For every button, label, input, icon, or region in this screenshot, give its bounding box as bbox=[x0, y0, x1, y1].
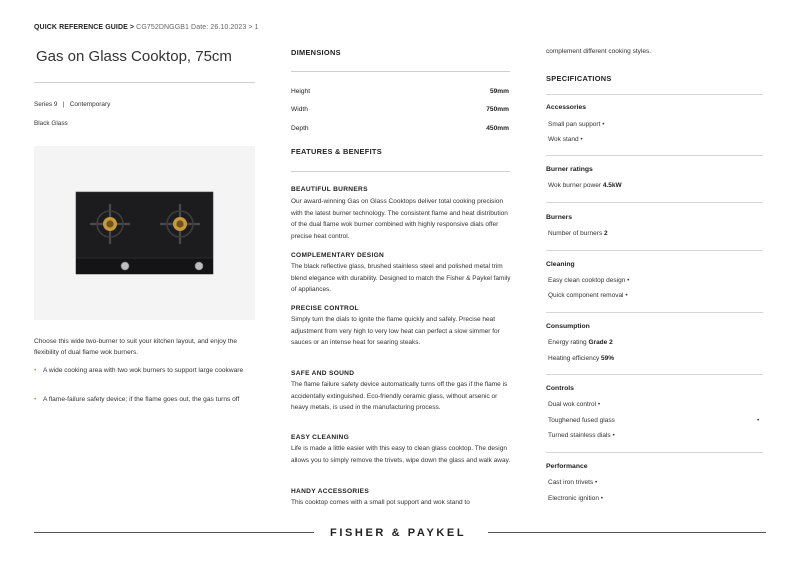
bullet-icon: • bbox=[597, 401, 601, 408]
footer-rule-right bbox=[488, 532, 766, 533]
feature-body: Our award-winning Gas on Glass Cooktops deliver total cooking precision with the latest burner technology. The consistent flame and heat distribution of the dual flame wok burner combined with highly responsive dials offer precise heat control. bbox=[291, 198, 508, 240]
spec-item: Electronic ignition • bbox=[548, 495, 604, 502]
spec-item: Dual wok control • bbox=[548, 401, 601, 408]
guide-label: QUICK REFERENCE GUIDE > bbox=[34, 24, 135, 31]
feature-title: COMPLEMENTARY DESIGN bbox=[291, 252, 385, 259]
dimension-value: 59mm bbox=[489, 88, 509, 95]
model-date: CG752DNGGB1 Date: 26.10.2023 > bbox=[136, 24, 253, 31]
feature-bullet bbox=[34, 366, 249, 376]
spec-item: Easy clean cooktop design • bbox=[548, 277, 630, 284]
spec-divider bbox=[546, 155, 763, 156]
dimensions-divider bbox=[291, 71, 510, 72]
page-title: Gas on Glass Cooktop, 75cm bbox=[36, 48, 232, 65]
spec-category: Consumption bbox=[546, 323, 590, 330]
bullet-text: A wide cooking area with two wok burners to support large cookware bbox=[43, 367, 244, 374]
feature-body: This cooktop comes with a small pot support and wok stand to bbox=[291, 499, 470, 506]
feature-body: Simply turn the dials to ignite the flame quickly and safely. Precise heat adjustment from very high to very low heat can perfect a slow simmer for sauces or an intense heat for searing steaks. bbox=[291, 316, 500, 347]
feature-title: SAFE AND SOUND bbox=[291, 370, 355, 377]
continued-text: complement different cooking styles. bbox=[546, 48, 652, 55]
spec-item: Turned stainless dials • bbox=[548, 432, 615, 439]
dimension-value: 450mm bbox=[486, 125, 509, 132]
bullet-icon: • bbox=[34, 367, 37, 374]
features-divider bbox=[291, 171, 510, 172]
bullet-icon: • bbox=[594, 479, 598, 486]
meta-separator: | bbox=[62, 101, 65, 108]
product-intro: Choose this wide two-burner to suit your kitchen layout, and enjoy the flexibility of dual flame wok burners. bbox=[34, 338, 238, 356]
spec-item: Number of burners 2 bbox=[548, 230, 608, 237]
spec-category: Burner ratings bbox=[546, 166, 593, 173]
feature-title: PRECISE CONTROL bbox=[291, 305, 359, 312]
dimension-label: Depth bbox=[291, 125, 309, 132]
dimension-label: Height bbox=[291, 88, 311, 95]
spec-item: Wok burner power 4.5kW bbox=[548, 182, 622, 189]
spec-divider bbox=[546, 250, 763, 251]
spec-item: Cast iron trivets • bbox=[548, 479, 598, 486]
feature-body: The black reflective glass, brushed stainless steel and polished metal trim blend elegance with durability. Designed to match the Fisher & Paykel family of appliances. bbox=[291, 263, 511, 294]
dimensions-heading: DIMENSIONS bbox=[291, 48, 341, 57]
dimension-label: Width bbox=[291, 106, 308, 113]
bullet-icon: • bbox=[627, 277, 630, 284]
specifications-divider bbox=[546, 94, 763, 95]
spec-category: Burners bbox=[546, 214, 573, 221]
footer-rule-left bbox=[34, 532, 314, 533]
feature-bullet bbox=[34, 395, 249, 405]
spec-item: Small pan support • bbox=[548, 121, 605, 128]
spec-divider bbox=[546, 312, 763, 313]
bullet-icon: • bbox=[757, 417, 760, 424]
bullet-icon: • bbox=[34, 396, 37, 403]
finish-label: Black Glass bbox=[34, 120, 68, 127]
guide-header bbox=[34, 24, 259, 31]
bullet-icon: • bbox=[612, 432, 615, 439]
bullet-icon: • bbox=[600, 495, 604, 502]
spec-item: Wok stand • bbox=[548, 136, 583, 143]
spec-item: Energy rating Grade 2 bbox=[548, 339, 613, 346]
brand-logo: FISHER & PAYKEL bbox=[330, 527, 467, 539]
spec-category: Accessories bbox=[546, 104, 587, 111]
spec-divider bbox=[546, 374, 763, 375]
product-meta bbox=[34, 101, 110, 108]
dimension-row-width bbox=[291, 106, 509, 113]
product-image bbox=[34, 146, 255, 320]
spec-category: Performance bbox=[546, 463, 588, 470]
feature-title: HANDY ACCESSORIES bbox=[291, 488, 370, 495]
feature-body: Life is made a little easier with this easy to clean glass cooktop. The design allows you to simply remove the trivets, wipe down the glass and walk away. bbox=[291, 445, 511, 464]
series-label: Series 9 bbox=[34, 101, 58, 108]
spec-category: Controls bbox=[546, 385, 574, 392]
bullet-icon: • bbox=[602, 121, 605, 128]
style-label: Contemporary bbox=[69, 101, 111, 108]
spec-item: Quick component removal • bbox=[548, 292, 628, 299]
spec-category: Cleaning bbox=[546, 261, 575, 268]
specifications-heading: SPECIFICATIONS bbox=[546, 74, 612, 83]
dimension-row-height bbox=[291, 88, 509, 95]
feature-title: EASY CLEANING bbox=[291, 434, 350, 441]
title-divider bbox=[34, 82, 255, 83]
features-heading: FEATURES & BENEFITS bbox=[291, 147, 382, 156]
spec-item: Toughened fused glass bbox=[548, 417, 615, 424]
spec-divider bbox=[546, 202, 763, 203]
page-number: 1 bbox=[254, 24, 259, 31]
bullet-text: A flame-failure safety device; if the flame goes out, the gas turns off bbox=[43, 396, 240, 403]
feature-title: BEAUTIFUL BURNERS bbox=[291, 186, 368, 193]
spec-divider bbox=[546, 452, 763, 453]
spec-item: Heating efficiency 59% bbox=[548, 355, 615, 362]
dimension-row-depth bbox=[291, 125, 509, 132]
bullet-icon: • bbox=[580, 136, 583, 143]
cooktop-illustration bbox=[34, 146, 255, 320]
bullet-icon: • bbox=[625, 292, 628, 299]
feature-body: The flame failure safety device automatically turns off the gas if the flame is accidentally extinguished. Eco-friendly ceramic glass, without arsenic or heavy metals, is used in the manufacturing process. bbox=[291, 381, 508, 412]
dimension-value: 750mm bbox=[486, 106, 509, 113]
